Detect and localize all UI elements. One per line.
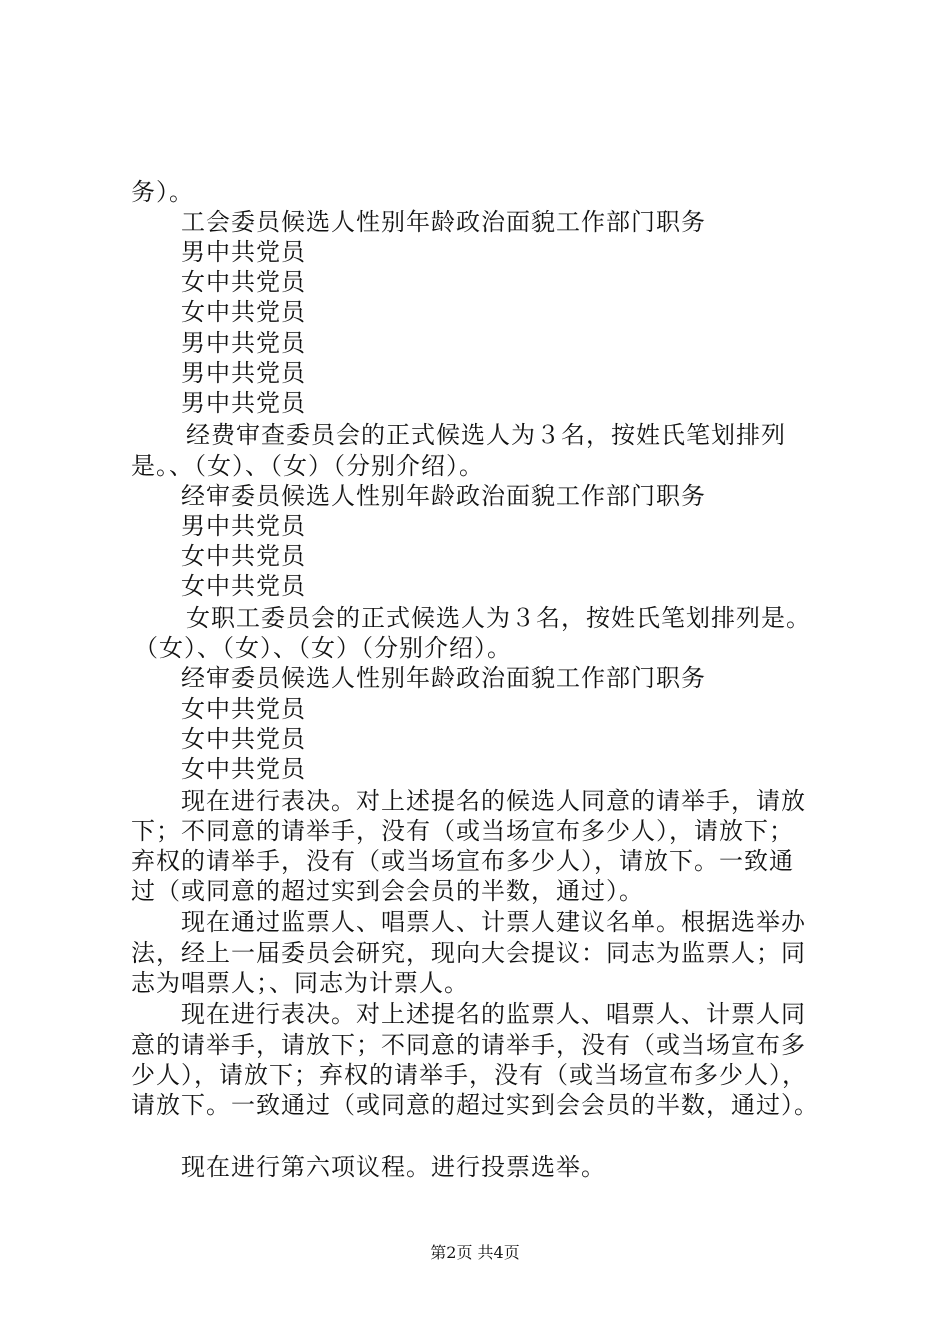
page-number-footer: 第2页 共4页 — [430, 1243, 520, 1262]
table-header-line: 经审委员候选人性别年龄政治面貌工作部门职务 — [181, 664, 706, 692]
table-row: 女中共党员 — [181, 298, 306, 326]
paragraph-line: 意的请举手，请放下；不同意的请举手，没有（或当场宣布多 — [131, 1031, 806, 1059]
table-row: 男中共党员 — [181, 359, 306, 387]
paragraph-line: 法，经上一届委员会研究，现向大会提议：同志为监票人；同 — [131, 939, 806, 967]
table-row: 女中共党员 — [181, 542, 306, 570]
paragraph-line: 志为唱票人；、同志为计票人。 — [131, 969, 469, 997]
paragraph-line: 是。、（女）、（女）（分别介绍）。 — [131, 452, 484, 480]
table-row: 女中共党员 — [181, 572, 306, 600]
paragraph-line: 现在进行表决。对上述提名的候选人同意的请举手，请放 — [181, 787, 806, 815]
paragraph-line: 现在进行第六项议程。进行投票选举。 — [181, 1153, 606, 1181]
paragraph-line: 女职工委员会的正式候选人为３名，按姓氏笔划排列是。 — [186, 604, 811, 632]
paragraph-line: 请放下。一致通过（或同意的超过实到会会员的半数，通过）。 — [131, 1091, 819, 1119]
paragraph-line: 经费审查委员会的正式候选人为３名，按姓氏笔划排列 — [186, 421, 786, 449]
table-row: 男中共党员 — [181, 329, 306, 357]
table-row: 女中共党员 — [181, 268, 306, 296]
table-row: 男中共党员 — [181, 238, 306, 266]
paragraph-line: 现在通过监票人、唱票人、计票人建议名单。根据选举办 — [181, 908, 806, 936]
paragraph-line: 下；不同意的请举手，没有（或当场宣布多少人），请放下； — [131, 817, 794, 845]
paragraph-line: 少人），请放下；弃权的请举手，没有（或当场宣布多少人）， — [131, 1061, 807, 1089]
table-row: 女中共党员 — [181, 695, 306, 723]
paragraph-line: 过（或同意的超过实到会会员的半数，通过）。 — [131, 877, 644, 905]
table-row: 男中共党员 — [181, 389, 306, 417]
table-row: 女中共党员 — [181, 755, 306, 783]
table-header-line: 经审委员候选人性别年龄政治面貌工作部门职务 — [181, 482, 706, 510]
table-row: 男中共党员 — [181, 512, 306, 540]
paragraph-line: （女）、（女）、（女）（分别介绍）。 — [134, 634, 512, 662]
text-line: 务）。 — [131, 178, 194, 206]
paragraph-line: 弃权的请举手，没有（或当场宣布多少人），请放下。一致通 — [131, 847, 794, 875]
table-row: 女中共党员 — [181, 725, 306, 753]
paragraph-line: 现在进行表决。对上述提名的监票人、唱票人、计票人同 — [181, 1000, 806, 1028]
table-header-line: 工会委员候选人性别年龄政治面貌工作部门职务 — [181, 208, 706, 236]
